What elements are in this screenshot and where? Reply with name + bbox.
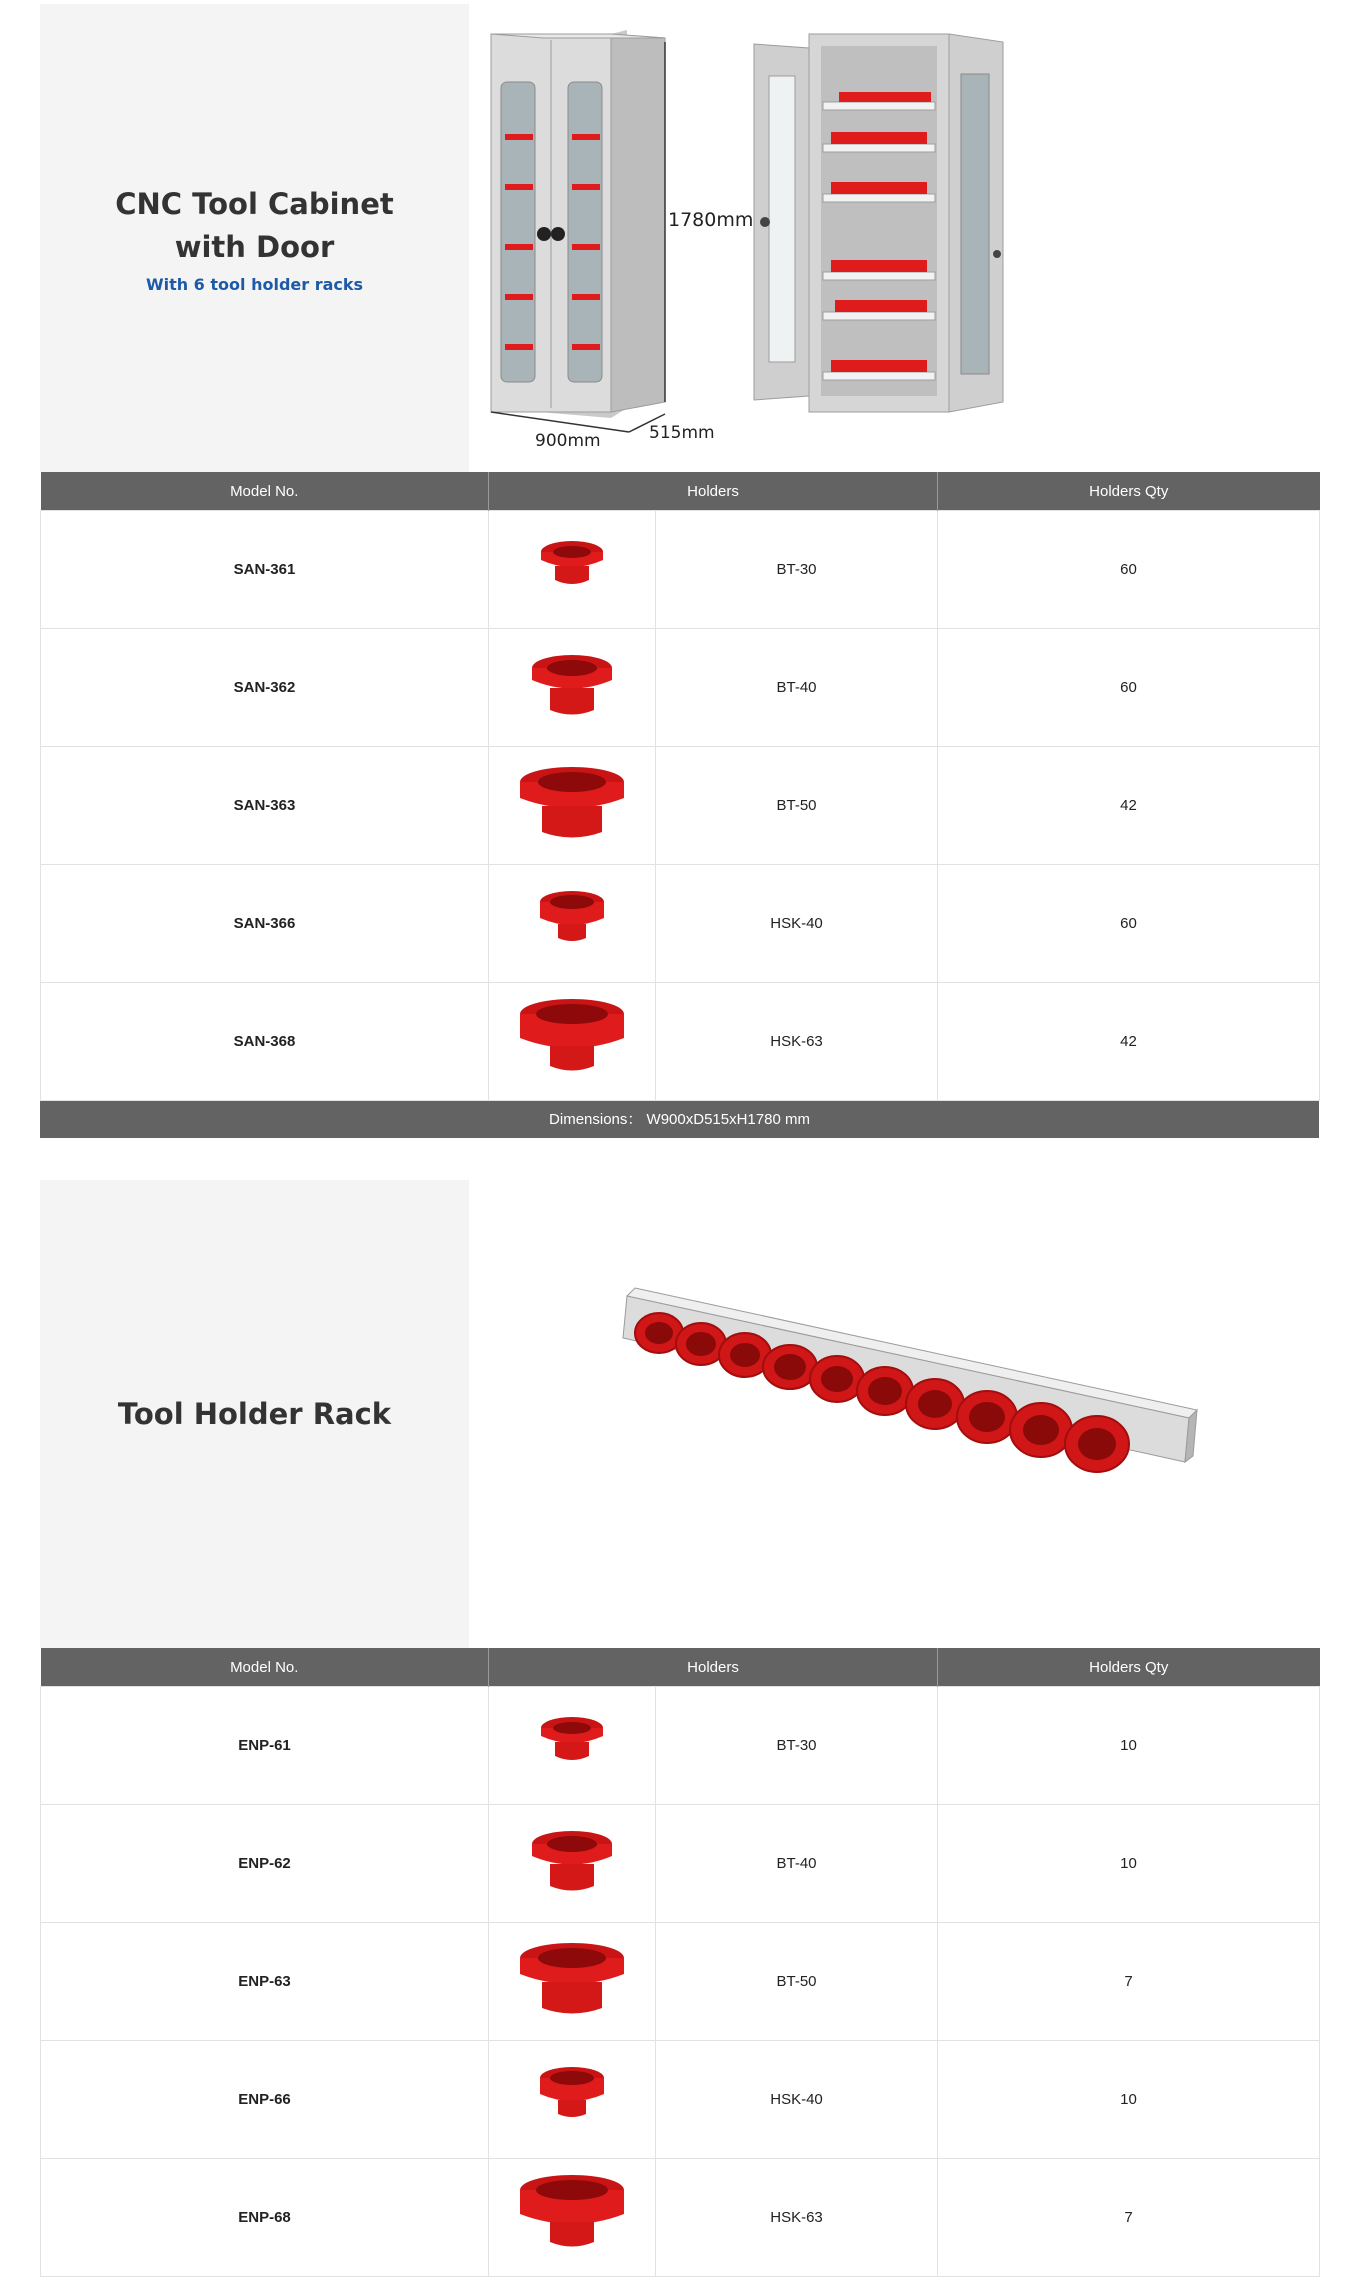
holder-cell: HSK-40 <box>656 865 938 983</box>
hsk-holder-icon <box>489 984 656 1100</box>
holder-cell: BT-30 <box>656 1687 938 1805</box>
cabinet-section <box>40 4 1319 1138</box>
holder-image-cell <box>489 983 656 1101</box>
rack-illustration <box>469 1180 1319 1648</box>
cabinet-hero-text <box>40 4 469 472</box>
cabinet-images <box>469 4 1319 472</box>
holder-cell: BT-30 <box>656 511 938 629</box>
rack-table <box>40 1648 1320 2277</box>
table-row <box>41 2041 1320 2159</box>
bt-holder-icon <box>489 1806 656 1922</box>
rack-section <box>40 1180 1319 2277</box>
cabinet-hero <box>40 4 1319 472</box>
holder-cell: BT-40 <box>656 629 938 747</box>
model-cell: ENP-61 <box>41 1687 489 1805</box>
holder-image-cell <box>489 629 656 747</box>
qty-cell: 42 <box>938 747 1320 865</box>
rack-hero <box>40 1180 1319 1648</box>
cabinet-dimensions-footer: Dimensions： W900xD515xH1780 mm <box>40 1101 1319 1138</box>
table-row <box>41 865 1320 983</box>
table-row <box>41 1687 1320 1805</box>
holder-image-cell <box>489 747 656 865</box>
holder-cell: HSK-63 <box>656 983 938 1101</box>
holder-image-cell <box>489 865 656 983</box>
col-model: Model No. <box>41 472 489 511</box>
holder-cell: HSK-40 <box>656 2041 938 2159</box>
qty-cell: 10 <box>938 2041 1320 2159</box>
qty-cell: 7 <box>938 1923 1320 2041</box>
rack-hero-text <box>40 1180 469 1648</box>
bt-holder-icon <box>489 1688 656 1804</box>
hsk-holder-icon <box>489 866 656 982</box>
holder-image-cell <box>489 1923 656 2041</box>
model-cell: SAN-368 <box>41 983 489 1101</box>
bt-holder-icon <box>489 512 656 628</box>
bt-holder-icon <box>489 630 656 746</box>
qty-cell: 60 <box>938 865 1320 983</box>
holder-image-cell <box>489 2041 656 2159</box>
holder-image-cell <box>489 1805 656 1923</box>
table-row <box>41 1805 1320 1923</box>
hsk-holder-icon <box>489 2042 656 2158</box>
cabinet-table-header <box>41 472 1320 511</box>
table-row <box>41 629 1320 747</box>
tool-holder-rack-image <box>623 1288 1197 1472</box>
holder-cell: HSK-63 <box>656 2159 938 2277</box>
cabinet-illustration <box>469 4 1319 472</box>
qty-cell: 10 <box>938 1805 1320 1923</box>
cabinet-title-line2: with Door <box>174 229 335 264</box>
dim-height-label: 1780mm <box>668 209 754 231</box>
table-row <box>41 2159 1320 2277</box>
rack-table-header <box>41 1648 1320 1687</box>
holder-image-cell <box>489 1687 656 1805</box>
rack-title: Tool Holder Rack <box>117 1396 392 1431</box>
model-cell: SAN-366 <box>41 865 489 983</box>
qty-cell: 10 <box>938 1687 1320 1805</box>
holder-image-cell <box>489 511 656 629</box>
cabinet-title-line1: CNC Tool Cabinet <box>115 186 394 221</box>
holder-image-cell <box>489 2159 656 2277</box>
hsk-holder-icon <box>489 2160 656 2276</box>
model-cell: ENP-63 <box>41 1923 489 2041</box>
table-row <box>41 747 1320 865</box>
model-cell: ENP-66 <box>41 2041 489 2159</box>
holder-cell: BT-40 <box>656 1805 938 1923</box>
table-row <box>41 983 1320 1101</box>
dim-depth-label: 515mm <box>649 423 715 443</box>
model-cell: SAN-361 <box>41 511 489 629</box>
cabinet-subtitle: With 6 tool holder racks <box>145 274 364 294</box>
open-cabinet-image <box>754 34 1003 412</box>
table-row <box>41 511 1320 629</box>
col-holders: Holders <box>489 1648 938 1687</box>
col-qty: Holders Qty <box>938 472 1320 511</box>
cabinet-table <box>40 472 1320 1101</box>
col-qty: Holders Qty <box>938 1648 1320 1687</box>
closed-cabinet-image <box>491 30 665 432</box>
model-cell: SAN-363 <box>41 747 489 865</box>
table-row <box>41 1923 1320 2041</box>
model-cell: SAN-362 <box>41 629 489 747</box>
rack-images <box>469 1180 1319 1648</box>
cabinet-title <box>115 183 393 269</box>
col-model: Model No. <box>41 1648 489 1687</box>
col-holders: Holders <box>489 472 938 511</box>
qty-cell: 60 <box>938 511 1320 629</box>
model-cell: ENP-68 <box>41 2159 489 2277</box>
bt-holder-icon <box>489 748 656 864</box>
holder-cell: BT-50 <box>656 1923 938 2041</box>
qty-cell: 7 <box>938 2159 1320 2277</box>
qty-cell: 60 <box>938 629 1320 747</box>
dim-width-label: 900mm <box>535 431 601 451</box>
holder-cell: BT-50 <box>656 747 938 865</box>
bt-holder-icon <box>489 1924 656 2040</box>
model-cell: ENP-62 <box>41 1805 489 1923</box>
qty-cell: 42 <box>938 983 1320 1101</box>
